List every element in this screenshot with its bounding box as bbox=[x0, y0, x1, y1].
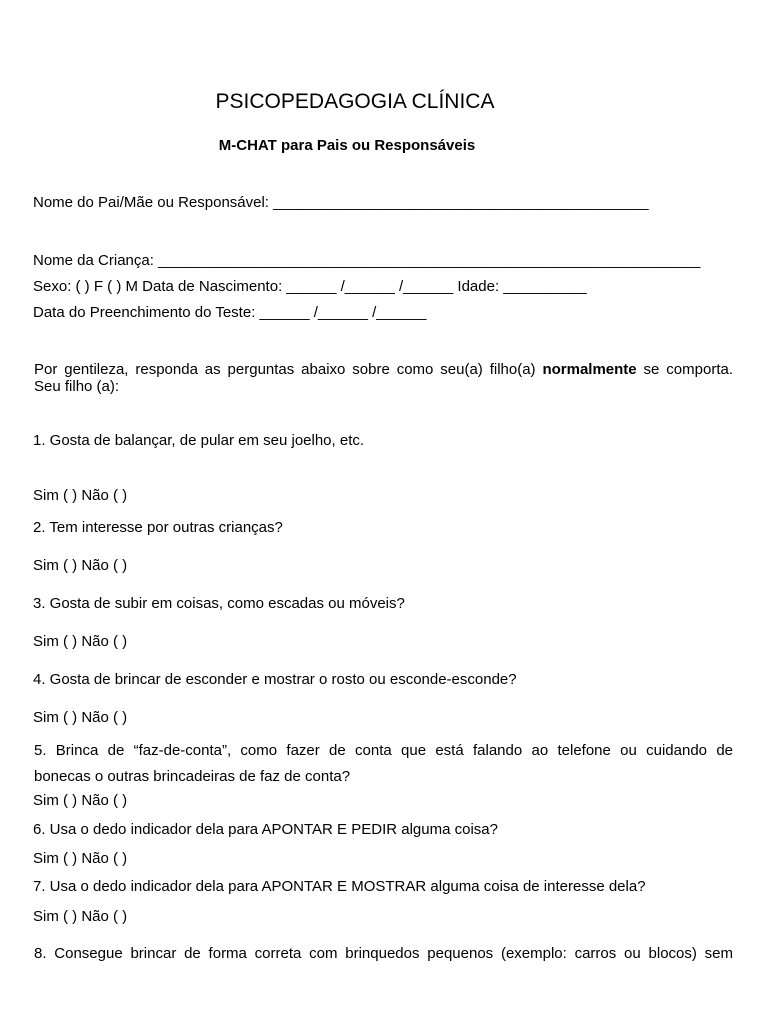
parent-name-field: Nome do Pai/Mãe ou Responsável: _____________________________________________ bbox=[33, 194, 649, 211]
question-5-line-2: bonecas o outras brincadeiras de faz de conta? bbox=[34, 768, 351, 785]
question-1: 1. Gosta de balançar, de pular em seu joelho, etc. bbox=[33, 432, 365, 449]
question-6: 6. Usa o dedo indicador dela para APONTAR E PEDIR alguma coisa? bbox=[33, 821, 498, 838]
question-8-line-1: 8. Consegue brincar de forma correta com brinquedos pequenos (exemplo: carros ou blocos) sem bbox=[34, 945, 733, 962]
answer-6: Sim ( ) Não ( ) bbox=[33, 850, 128, 867]
question-8 bbox=[34, 945, 733, 962]
answer-2: Sim ( ) Não ( ) bbox=[33, 557, 128, 574]
intro-text-after: se comporta. bbox=[636, 361, 733, 378]
answer-1: Sim ( ) Não ( ) bbox=[33, 487, 128, 504]
document-title: PSICOPEDAGOGIA CLÍNICA bbox=[215, 90, 495, 113]
sex-birth-age-field: Sexo: ( ) F ( ) M Data de Nascimento: ______ /______ /______ Idade: __________ bbox=[33, 278, 587, 295]
answer-3: Sim ( ) Não ( ) bbox=[33, 633, 128, 650]
intro-paragraph bbox=[34, 361, 733, 395]
intro-line-1 bbox=[34, 361, 733, 378]
intro-line-2: Seu filho (a): bbox=[34, 378, 120, 395]
question-2: 2. Tem interesse por outras crianças? bbox=[33, 519, 283, 536]
question-3: 3. Gosta de subir em coisas, como escadas ou móveis? bbox=[33, 595, 405, 612]
question-7: 7. Usa o dedo indicador dela para APONTAR E MOSTRAR alguma coisa de interesse dela? bbox=[33, 878, 646, 895]
question-5-line-1: 5. Brinca de “faz-de-conta”, como fazer de conta que está falando ao telefone ou cuidando de bbox=[34, 742, 733, 759]
question-5 bbox=[34, 738, 733, 790]
answer-7: Sim ( ) Não ( ) bbox=[33, 908, 128, 925]
fill-date-field: Data do Preenchimento do Teste: ______ /______ /______ bbox=[33, 304, 427, 321]
document-subtitle: M-CHAT para Pais ou Responsáveis bbox=[218, 137, 476, 154]
intro-emphasis: normalmente bbox=[542, 361, 637, 378]
answer-5: Sim ( ) Não ( ) bbox=[33, 792, 128, 809]
intro-text-before: Por gentileza, responda as perguntas abaixo sobre como seu(a) filho(a) bbox=[34, 361, 543, 378]
child-name-field: Nome da Criança: _________________________________________________________________ bbox=[33, 252, 701, 269]
answer-4: Sim ( ) Não ( ) bbox=[33, 709, 128, 726]
question-4: 4. Gosta de brincar de esconder e mostrar o rosto ou esconde-esconde? bbox=[33, 671, 517, 688]
